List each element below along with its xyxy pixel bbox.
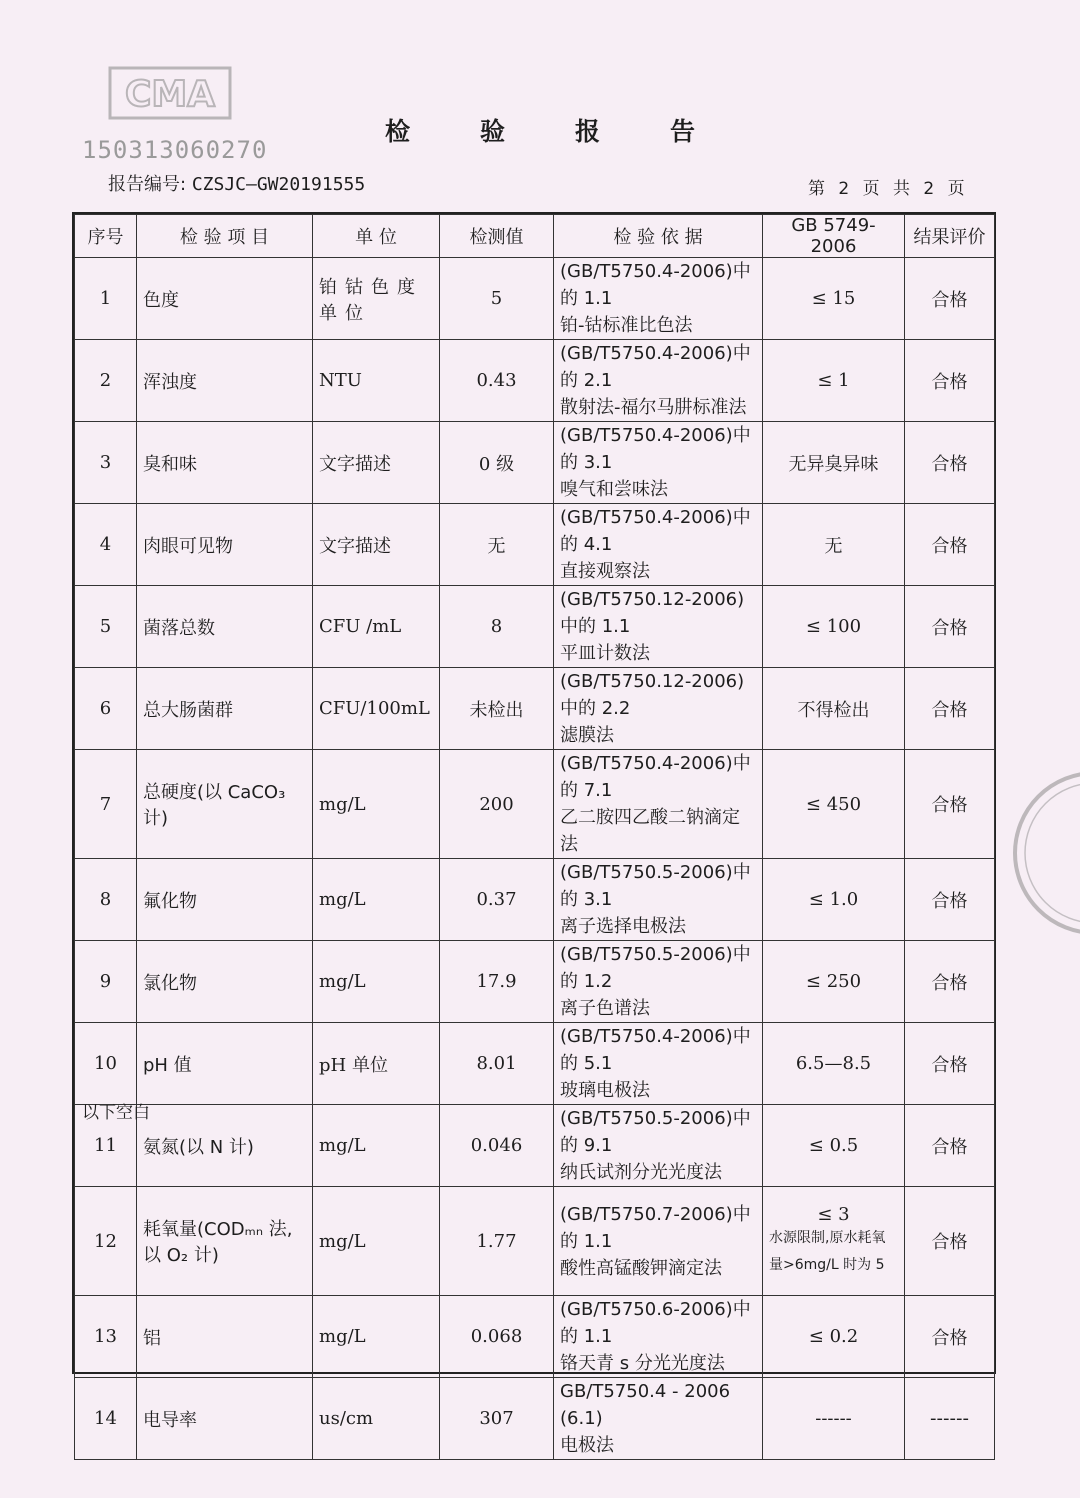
row-item: pH 值: [137, 1023, 313, 1105]
method-ref: (GB/T5750.5-2006)中的 1.2: [560, 944, 751, 992]
row-no: 14: [75, 1378, 137, 1460]
row-unit: NTU: [313, 340, 440, 422]
col-header-method: 检 验 依 据: [554, 215, 763, 258]
method-name: 滤膜法: [560, 725, 614, 746]
row-result: 合格: [905, 750, 995, 859]
row-no: 10: [75, 1023, 137, 1105]
row-result: 合格: [905, 1296, 995, 1378]
method-name: 玻璃电极法: [560, 1080, 650, 1101]
row-result: 合格: [905, 504, 995, 586]
table-row: [75, 422, 995, 504]
row-unit: mg/L: [313, 1296, 440, 1378]
row-standard: ≤ 450: [763, 750, 905, 859]
table-row: [75, 750, 995, 859]
table-row: [75, 1296, 995, 1378]
row-result: 合格: [905, 258, 995, 340]
official-seal-stamp: [1000, 768, 1080, 938]
method-ref: (GB/T5750.4-2006)中的 1.1: [560, 261, 751, 309]
row-unit: us/cm: [313, 1378, 440, 1460]
method-name: 直接观察法: [560, 561, 650, 582]
row-value: 307: [440, 1378, 554, 1460]
row-unit: pH 单位: [313, 1023, 440, 1105]
row-method: [554, 1023, 763, 1105]
table-header-row: [75, 215, 995, 258]
method-ref: (GB/T5750.4-2006)中的 3.1: [560, 425, 751, 473]
row-standard: ≤ 1.0: [763, 859, 905, 941]
row-value: 8: [440, 586, 554, 668]
method-ref: (GB/T5750.6-2006)中的 1.1: [560, 1299, 751, 1347]
blank-below-note: 以下空白: [82, 1103, 150, 1123]
row-item: 总大肠菌群: [137, 668, 313, 750]
row-standard: ≤ 250: [763, 941, 905, 1023]
row-result: 合格: [905, 1023, 995, 1105]
row-item: 电导率: [137, 1378, 313, 1460]
table-row: [75, 668, 995, 750]
row-value: 0 级: [440, 422, 554, 504]
row-unit: mg/L: [313, 1105, 440, 1187]
method-ref: (GB/T5750.4-2006)中的 7.1: [560, 753, 751, 801]
row-item: 菌落总数: [137, 586, 313, 668]
method-name: 散射法-福尔马肼标准法: [560, 397, 747, 418]
row-no: 4: [75, 504, 137, 586]
row-result: ------: [905, 1378, 995, 1460]
method-ref: GB/T5750.4 - 2006 (6.1): [560, 1381, 731, 1429]
table-row: [75, 258, 995, 340]
table-row: [75, 1378, 995, 1460]
row-result: 合格: [905, 586, 995, 668]
row-standard: ≤ 0.2: [763, 1296, 905, 1378]
row-value: 0.43: [440, 340, 554, 422]
row-method: [554, 340, 763, 422]
col-header-unit: 单 位: [313, 215, 440, 258]
row-unit: 文字描述: [313, 422, 440, 504]
row-standard: 无异臭异味: [763, 422, 905, 504]
row-result: 合格: [905, 422, 995, 504]
row-unit: 铂钴色度单位: [313, 258, 440, 340]
row-result: 合格: [905, 941, 995, 1023]
method-name: 电极法: [560, 1435, 614, 1456]
row-result: 合格: [905, 1105, 995, 1187]
row-method: [554, 422, 763, 504]
method-name: 乙二胺四乙酸二钠滴定法: [560, 807, 740, 855]
row-method: [554, 1296, 763, 1378]
row-value: 无: [440, 504, 554, 586]
method-ref: (GB/T5750.4-2006)中的 2.1: [560, 343, 751, 391]
row-standard: ≤ 100: [763, 586, 905, 668]
row-result: 合格: [905, 859, 995, 941]
row-unit: mg/L: [313, 750, 440, 859]
page-indicator: 第 2 页 共 2 页: [808, 179, 969, 199]
row-standard: 不得检出: [763, 668, 905, 750]
method-name: 离子选择电极法: [560, 916, 686, 937]
row-method: [554, 668, 763, 750]
row-result: 合格: [905, 668, 995, 750]
row-unit: mg/L: [313, 859, 440, 941]
col-header-standard: GB 5749-2006: [763, 215, 905, 258]
row-item: 氟化物: [137, 859, 313, 941]
col-header-result: 结果评价: [905, 215, 995, 258]
table-row: [75, 1023, 995, 1105]
table-row: [75, 504, 995, 586]
row-value: 1.77: [440, 1187, 554, 1296]
row-method: [554, 1378, 763, 1460]
table-row: [75, 1187, 995, 1296]
method-name: 铂-钴标准比色法: [560, 315, 693, 336]
method-name: 铬天青 s 分光光度法: [560, 1353, 725, 1374]
row-item: 总硬度(以 CaCO₃ 计): [137, 750, 313, 859]
row-no: 12: [75, 1187, 137, 1296]
standard-note: 水源限制,原水耗氧量>6mg/L 时为 5: [769, 1229, 886, 1273]
row-method: [554, 504, 763, 586]
method-ref: (GB/T5750.5-2006)中的 9.1: [560, 1108, 751, 1156]
row-item: 铝: [137, 1296, 313, 1378]
col-header-no: 序号: [75, 215, 137, 258]
method-name: 纳氏试剂分光光度法: [560, 1162, 722, 1183]
row-standard: [763, 1187, 905, 1296]
row-method: [554, 750, 763, 859]
row-no: 7: [75, 750, 137, 859]
row-standard: ≤ 0.5: [763, 1105, 905, 1187]
row-no: 11: [75, 1105, 137, 1187]
report-title: 检验报告: [384, 117, 765, 146]
report-number-label: 报告编号:: [108, 174, 187, 195]
row-no: 2: [75, 340, 137, 422]
col-header-value: 检测值: [440, 215, 554, 258]
report-number: [108, 170, 365, 196]
method-ref: (GB/T5750.4-2006)中的 5.1: [560, 1026, 751, 1074]
row-unit: mg/L: [313, 941, 440, 1023]
row-standard: ≤ 15: [763, 258, 905, 340]
row-item: 臭和味: [137, 422, 313, 504]
report-number-value: CZSJC—GW20191555: [191, 174, 366, 195]
row-value: 0.068: [440, 1296, 554, 1378]
row-value: 200: [440, 750, 554, 859]
col-header-item: 检 验 项 目: [137, 215, 313, 258]
row-standard: 6.5—8.5: [763, 1023, 905, 1105]
row-no: 8: [75, 859, 137, 941]
table-row: [75, 1105, 995, 1187]
row-method: [554, 258, 763, 340]
row-unit: CFU /mL: [313, 586, 440, 668]
row-value: 5: [440, 258, 554, 340]
method-ref: (GB/T5750.4-2006)中的 4.1: [560, 507, 751, 555]
row-result: 合格: [905, 340, 995, 422]
certificate-number: 150313060270: [82, 136, 268, 164]
method-name: 离子色谱法: [560, 998, 650, 1019]
table-row: [75, 340, 995, 422]
row-value: 8.01: [440, 1023, 554, 1105]
method-name: 平皿计数法: [560, 643, 650, 664]
standard-limit: ≤ 3: [817, 1203, 850, 1225]
row-no: 1: [75, 258, 137, 340]
row-item: 耗氧量(CODₘₙ 法,以 O₂ 计): [137, 1187, 313, 1296]
row-unit: 文字描述: [313, 504, 440, 586]
row-standard: ------: [763, 1378, 905, 1460]
method-ref: (GB/T5750.5-2006)中的 3.1: [560, 862, 751, 910]
method-name: 酸性高锰酸钾滴定法: [560, 1257, 722, 1279]
table-row: [75, 941, 995, 1023]
row-item: 氨氮(以 N 计): [137, 1105, 313, 1187]
row-method: [554, 1187, 763, 1296]
row-item: 肉眼可见物: [137, 504, 313, 586]
table-row: [75, 586, 995, 668]
row-item: 氯化物: [137, 941, 313, 1023]
row-no: 6: [75, 668, 137, 750]
results-table: [74, 214, 995, 1460]
method-ref: (GB/T5750.12-2006)中的 1.1: [560, 589, 745, 637]
row-standard: ≤ 1: [763, 340, 905, 422]
row-item: 色度: [137, 258, 313, 340]
row-value: 0.046: [440, 1105, 554, 1187]
row-unit: CFU/100mL: [313, 668, 440, 750]
svg-text:CMA: CMA: [124, 74, 216, 115]
row-unit: mg/L: [313, 1187, 440, 1296]
row-no: 13: [75, 1296, 137, 1378]
row-method: [554, 586, 763, 668]
row-value: 17.9: [440, 941, 554, 1023]
row-value: 未检出: [440, 668, 554, 750]
row-no: 3: [75, 422, 137, 504]
method-name: 嗅气和尝味法: [560, 479, 668, 500]
row-method: [554, 941, 763, 1023]
table-row: [75, 859, 995, 941]
method-ref: (GB/T5750.12-2006)中的 2.2: [560, 671, 745, 719]
row-standard: 无: [763, 504, 905, 586]
row-method: [554, 1105, 763, 1187]
row-result: 合格: [905, 1187, 995, 1296]
row-item: 浑浊度: [137, 340, 313, 422]
row-value: 0.37: [440, 859, 554, 941]
row-no: 5: [75, 586, 137, 668]
row-no: 9: [75, 941, 137, 1023]
method-ref: (GB/T5750.7-2006)中的 1.1: [560, 1203, 751, 1252]
row-method: [554, 859, 763, 941]
